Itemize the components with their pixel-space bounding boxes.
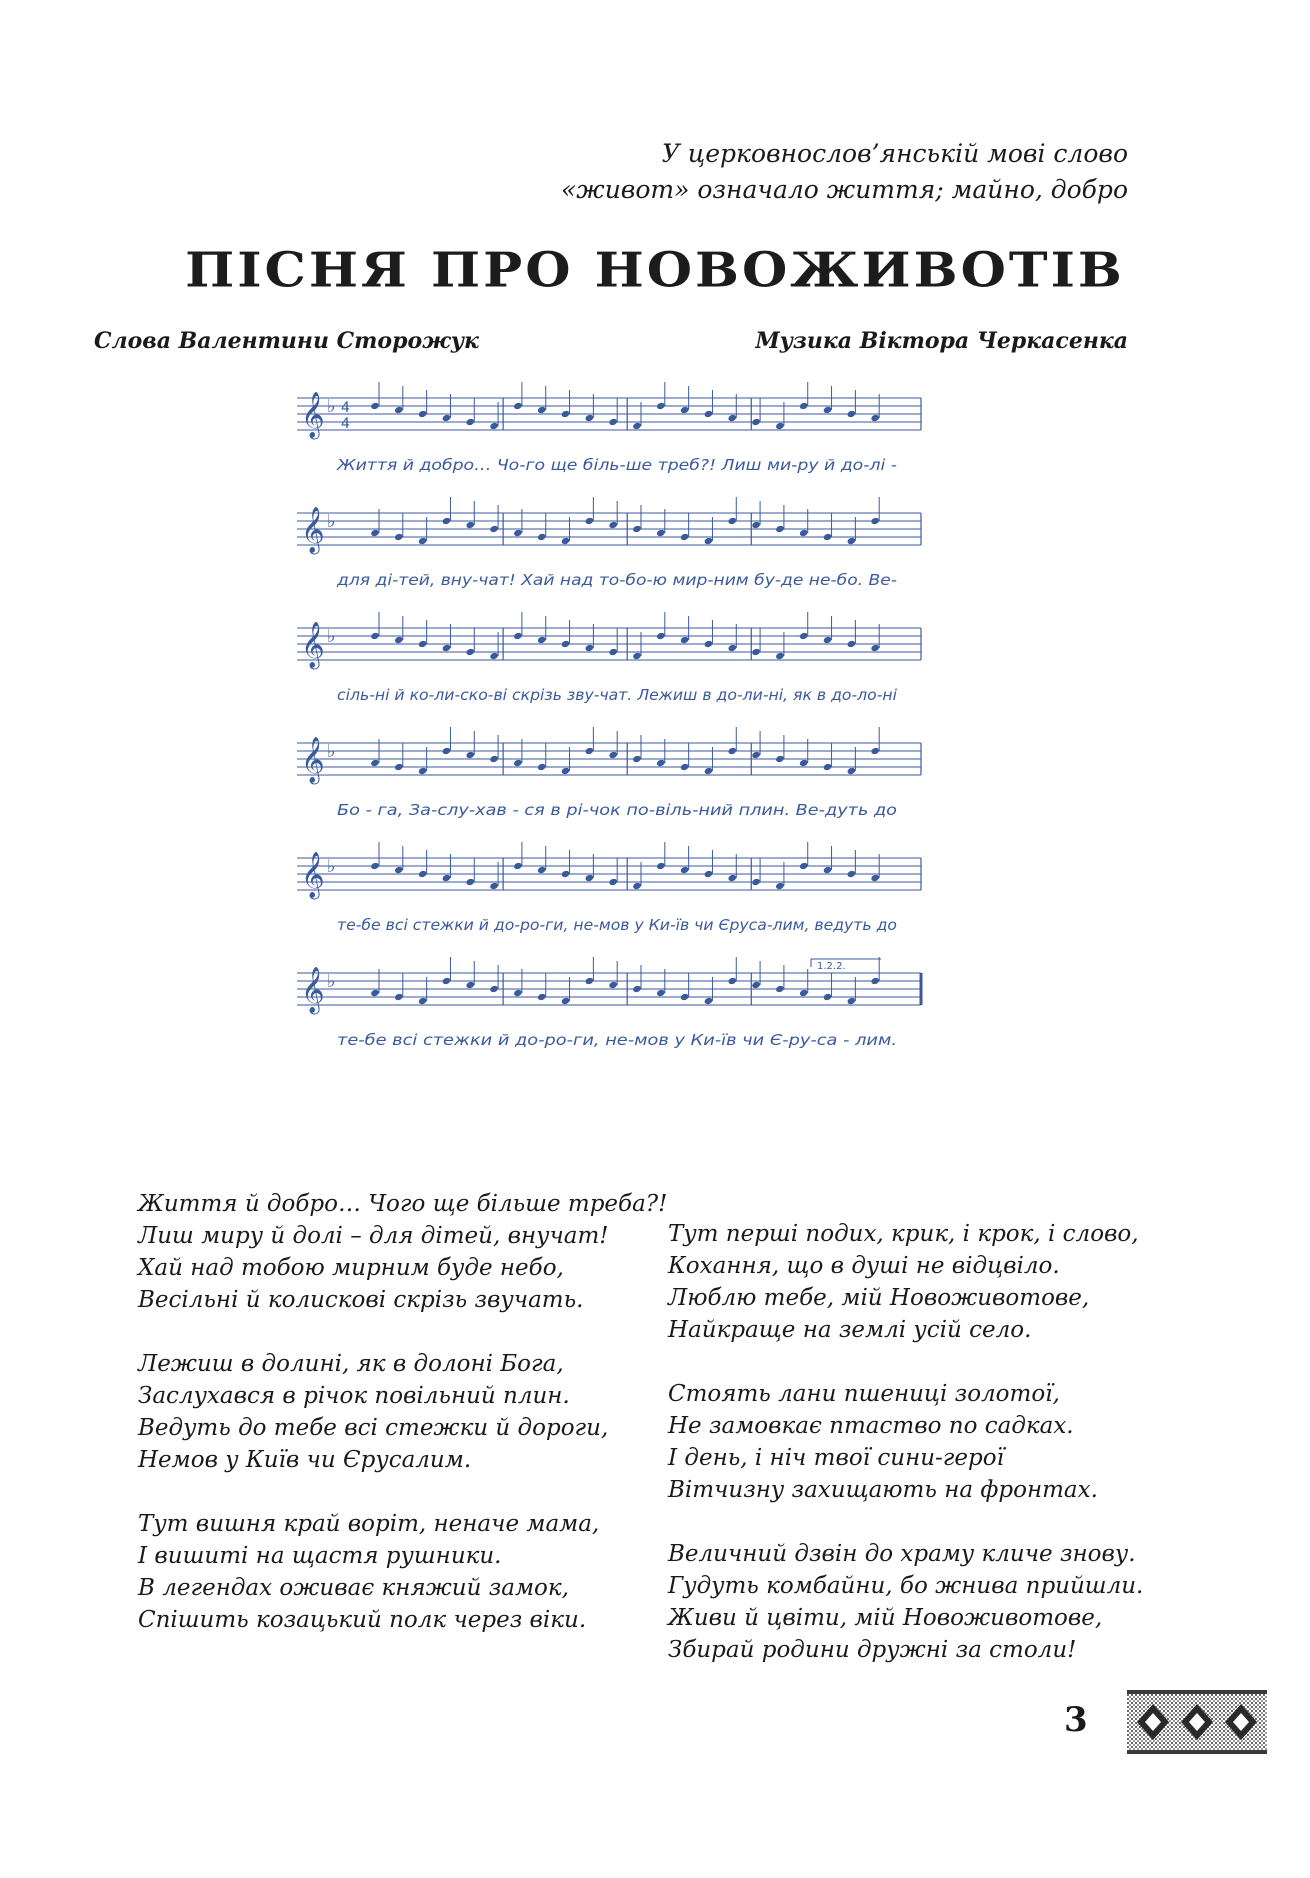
verse-line: Тут вишня край воріт, неначе мама, — [138, 1511, 600, 1537]
music-credit: Музика Віктора Черкасенка — [755, 328, 1128, 354]
note-head — [847, 767, 857, 775]
note-head — [632, 422, 642, 430]
score-lyric-line: сіль-ні й ко-ли-ско-ві скрізь зву-чат. Лежиш в до-ли-ні, як в до-ло-ні — [337, 686, 898, 704]
treble-clef: 𝄞 — [301, 622, 325, 668]
note-head — [870, 977, 880, 985]
note-head — [608, 648, 618, 656]
note-head — [799, 402, 809, 410]
note-head — [870, 644, 880, 652]
treble-clef: 𝄞 — [301, 852, 325, 898]
page-title: ПІСНЯ ПРО НОВОЖИВОТІВ — [185, 242, 1125, 299]
note-head — [513, 632, 523, 640]
score-lyric-line: Життя й добро… Чо-го ще біль-ше треб?! Лиш ми-ру й до-лі - — [335, 456, 897, 474]
note-head — [704, 767, 714, 775]
time-signature-top: 4 — [341, 400, 350, 416]
note-head — [394, 866, 404, 874]
note-head — [513, 402, 523, 410]
note-head — [632, 882, 642, 890]
note-head — [418, 767, 428, 775]
note-head — [704, 410, 714, 418]
note-head — [370, 632, 380, 640]
note-head — [751, 521, 761, 529]
verse-line: Лежиш в долині, як в долоні Бога, — [138, 1351, 564, 1377]
note-head — [489, 755, 499, 763]
lyrics-column-right — [668, 1188, 1144, 1698]
page-number: 3 — [1064, 1700, 1088, 1740]
note-head — [656, 632, 666, 640]
treble-clef: 𝄞 — [301, 967, 325, 1013]
note-head — [847, 997, 857, 1005]
verse-line: І день, і ніч твої сини-герої — [668, 1445, 1004, 1471]
verse-line: Вітчизну захищають на фронтах. — [668, 1477, 1098, 1503]
flat-sign: ♭ — [327, 971, 336, 992]
note-head — [751, 981, 761, 989]
note-head — [847, 640, 857, 648]
note-head — [394, 763, 404, 771]
note-head — [704, 997, 714, 1005]
note-head — [870, 874, 880, 882]
verse-line: І вишиті на щастя рушники. — [138, 1543, 502, 1569]
note-head — [465, 521, 475, 529]
note-head — [513, 529, 523, 537]
time-signature-bottom: 4 — [341, 416, 350, 432]
note-head — [442, 747, 452, 755]
stanza — [668, 1378, 1138, 1506]
note-head — [465, 878, 475, 886]
note-head — [799, 862, 809, 870]
note-head — [537, 533, 547, 541]
flat-sign: ♭ — [327, 511, 336, 532]
lyrics-column-left — [138, 1188, 668, 1698]
verse-line: Люблю тебе, мій Новоживотове, — [668, 1285, 1090, 1311]
note-head — [394, 993, 404, 1001]
note-head — [823, 636, 833, 644]
note-head — [751, 648, 761, 656]
note-head — [823, 866, 833, 874]
note-head — [489, 882, 499, 890]
flat-sign: ♭ — [327, 396, 336, 417]
flat-sign: ♭ — [327, 626, 336, 647]
note-head — [775, 525, 785, 533]
treble-clef: 𝄞 — [301, 392, 325, 438]
score-lyric-line: те-бе всі стежки й до-ро-ги, не-мов у Ки-їв чи Єруса-лим, ведуть до — [337, 916, 897, 934]
note-head — [537, 763, 547, 771]
note-head — [608, 521, 618, 529]
note-head — [465, 418, 475, 426]
note-head — [561, 870, 571, 878]
note-head — [370, 989, 380, 997]
epigraph-line: У церковнослов’янській мові слово — [661, 139, 1128, 168]
stanza — [138, 1348, 668, 1476]
flat-sign: ♭ — [327, 741, 336, 762]
note-head — [489, 985, 499, 993]
note-head — [656, 989, 666, 997]
note-head — [370, 862, 380, 870]
score-lyric-line: Бо - га, За-слу-хав - ся в рі-чок по-віль-ний плин. Ве-дуть до — [337, 801, 897, 819]
verse-line: Лиш миру й долі – для дітей, внучат! — [138, 1223, 609, 1249]
verse-line: Весільні й колискові скрізь звучать. — [138, 1287, 584, 1313]
note-head — [513, 862, 523, 870]
note-head — [823, 533, 833, 541]
sheet-music-image — [285, 378, 935, 1078]
verse-line: В легендах оживає княжий замок, — [138, 1575, 569, 1601]
note-head — [632, 652, 642, 660]
note-head — [537, 636, 547, 644]
note-head — [775, 882, 785, 890]
song-lyrics — [138, 1188, 1144, 1698]
stanza — [138, 1188, 668, 1316]
note-head — [561, 640, 571, 648]
volta-label: 1.2.2. — [817, 961, 846, 972]
note-head — [656, 759, 666, 767]
note-head — [394, 406, 404, 414]
note-head — [632, 525, 642, 533]
note-head — [799, 632, 809, 640]
note-head — [608, 418, 618, 426]
treble-clef: 𝄞 — [301, 507, 325, 553]
note-head — [585, 874, 595, 882]
note-head — [799, 759, 809, 767]
note-head — [442, 644, 452, 652]
note-head — [727, 747, 737, 755]
verse-line: Немов у Київ чи Єрусалим. — [138, 1447, 472, 1473]
note-head — [513, 989, 523, 997]
verse-line: Збирай родини дружні за столи! — [668, 1637, 1077, 1663]
note-head — [608, 981, 618, 989]
note-head — [394, 533, 404, 541]
note-head — [680, 533, 690, 541]
note-head — [442, 517, 452, 525]
note-head — [585, 977, 595, 985]
note-head — [704, 537, 714, 545]
note-head — [418, 537, 428, 545]
verse-line: Хай над тобою мирним буде небо, — [138, 1255, 564, 1281]
note-head — [727, 977, 737, 985]
note-head — [704, 640, 714, 648]
note-head — [656, 862, 666, 870]
note-head — [608, 751, 618, 759]
note-head — [870, 414, 880, 422]
note-head — [680, 406, 690, 414]
note-head — [751, 878, 761, 886]
score-lyric-line: те-бе всі стежки й до-ро-ги, не-мов у Ки-їв чи Є-ру-са - лим. — [337, 1031, 897, 1049]
note-head — [465, 648, 475, 656]
verse-line: Життя й добро… Чого ще більше треба?! — [138, 1191, 668, 1217]
note-head — [442, 414, 452, 422]
note-head — [442, 874, 452, 882]
note-head — [847, 870, 857, 878]
sheet-music — [285, 378, 935, 1078]
note-head — [561, 997, 571, 1005]
note-head — [418, 997, 428, 1005]
verse-line: Не замовкає птаство по садках. — [668, 1413, 1074, 1439]
verse-line: Тут перші подих, крик, і крок, і слово, — [668, 1221, 1139, 1247]
note-head — [442, 977, 452, 985]
note-head — [680, 763, 690, 771]
note-head — [656, 402, 666, 410]
note-head — [727, 874, 737, 882]
note-head — [585, 517, 595, 525]
note-head — [608, 878, 618, 886]
note-head — [704, 870, 714, 878]
note-head — [418, 870, 428, 878]
note-head — [537, 866, 547, 874]
verse-line: Ведуть до тебе всі стежки й дороги, — [138, 1415, 609, 1441]
note-head — [489, 652, 499, 660]
note-head — [751, 751, 761, 759]
note-head — [632, 985, 642, 993]
note-head — [775, 422, 785, 430]
note-head — [394, 636, 404, 644]
note-head — [585, 414, 595, 422]
note-head — [751, 418, 761, 426]
epigraph-line: «живот» означало життя; майно, добро — [560, 175, 1128, 204]
stanza — [138, 1508, 668, 1636]
note-head — [656, 529, 666, 537]
stanza — [668, 1218, 1138, 1346]
note-head — [465, 981, 475, 989]
note-head — [370, 529, 380, 537]
note-head — [370, 402, 380, 410]
note-head — [727, 414, 737, 422]
note-head — [847, 537, 857, 545]
note-head — [823, 406, 833, 414]
note-head — [537, 406, 547, 414]
note-head — [727, 517, 737, 525]
embroidery-ornament-icon — [1127, 1690, 1267, 1754]
note-head — [418, 410, 428, 418]
note-head — [489, 525, 499, 533]
note-head — [870, 747, 880, 755]
score-lyric-line: для ді-тей, вну-чат! Хай над то-бо-ю мир-ним бу-де не-бо. Ве- — [335, 571, 897, 589]
note-head — [513, 759, 523, 767]
stanza — [668, 1538, 1144, 1666]
note-head — [465, 751, 475, 759]
note-head — [847, 410, 857, 418]
note-head — [489, 422, 499, 430]
note-head — [537, 993, 547, 1001]
flat-sign: ♭ — [327, 856, 336, 877]
epigraph — [561, 136, 1128, 208]
note-head — [561, 410, 571, 418]
note-head — [680, 993, 690, 1001]
note-head — [370, 759, 380, 767]
verse-line: Кохання, що в душі не відцвіло. — [668, 1253, 1060, 1279]
verse-line: Живи й цвіти, мій Новоживотове, — [668, 1605, 1103, 1631]
note-head — [727, 644, 737, 652]
note-head — [418, 640, 428, 648]
verse-line: Стоять лани пшениці золотої, — [668, 1381, 1060, 1407]
note-head — [775, 652, 785, 660]
note-head — [585, 747, 595, 755]
note-head — [823, 993, 833, 1001]
note-head — [823, 763, 833, 771]
note-head — [680, 636, 690, 644]
note-head — [775, 755, 785, 763]
note-head — [632, 755, 642, 763]
verse-line: Найкраще на землі усій село. — [668, 1317, 1032, 1343]
verse-line: Спішить козацький полк через віки. — [138, 1607, 587, 1633]
treble-clef: 𝄞 — [301, 737, 325, 783]
note-head — [561, 767, 571, 775]
note-head — [799, 989, 809, 997]
note-head — [561, 537, 571, 545]
verse-line: Заслухався в річок повільний плин. — [138, 1383, 570, 1409]
note-head — [585, 644, 595, 652]
note-head — [680, 866, 690, 874]
note-head — [799, 529, 809, 537]
lyrics-credit: Слова Валентини Сторожук — [94, 328, 479, 354]
note-head — [870, 517, 880, 525]
verse-line: Гудуть комбайни, бо жнива прийшли. — [668, 1573, 1144, 1599]
verse-line: Величний дзвін до храму кличе знову. — [668, 1541, 1136, 1567]
note-head — [775, 985, 785, 993]
